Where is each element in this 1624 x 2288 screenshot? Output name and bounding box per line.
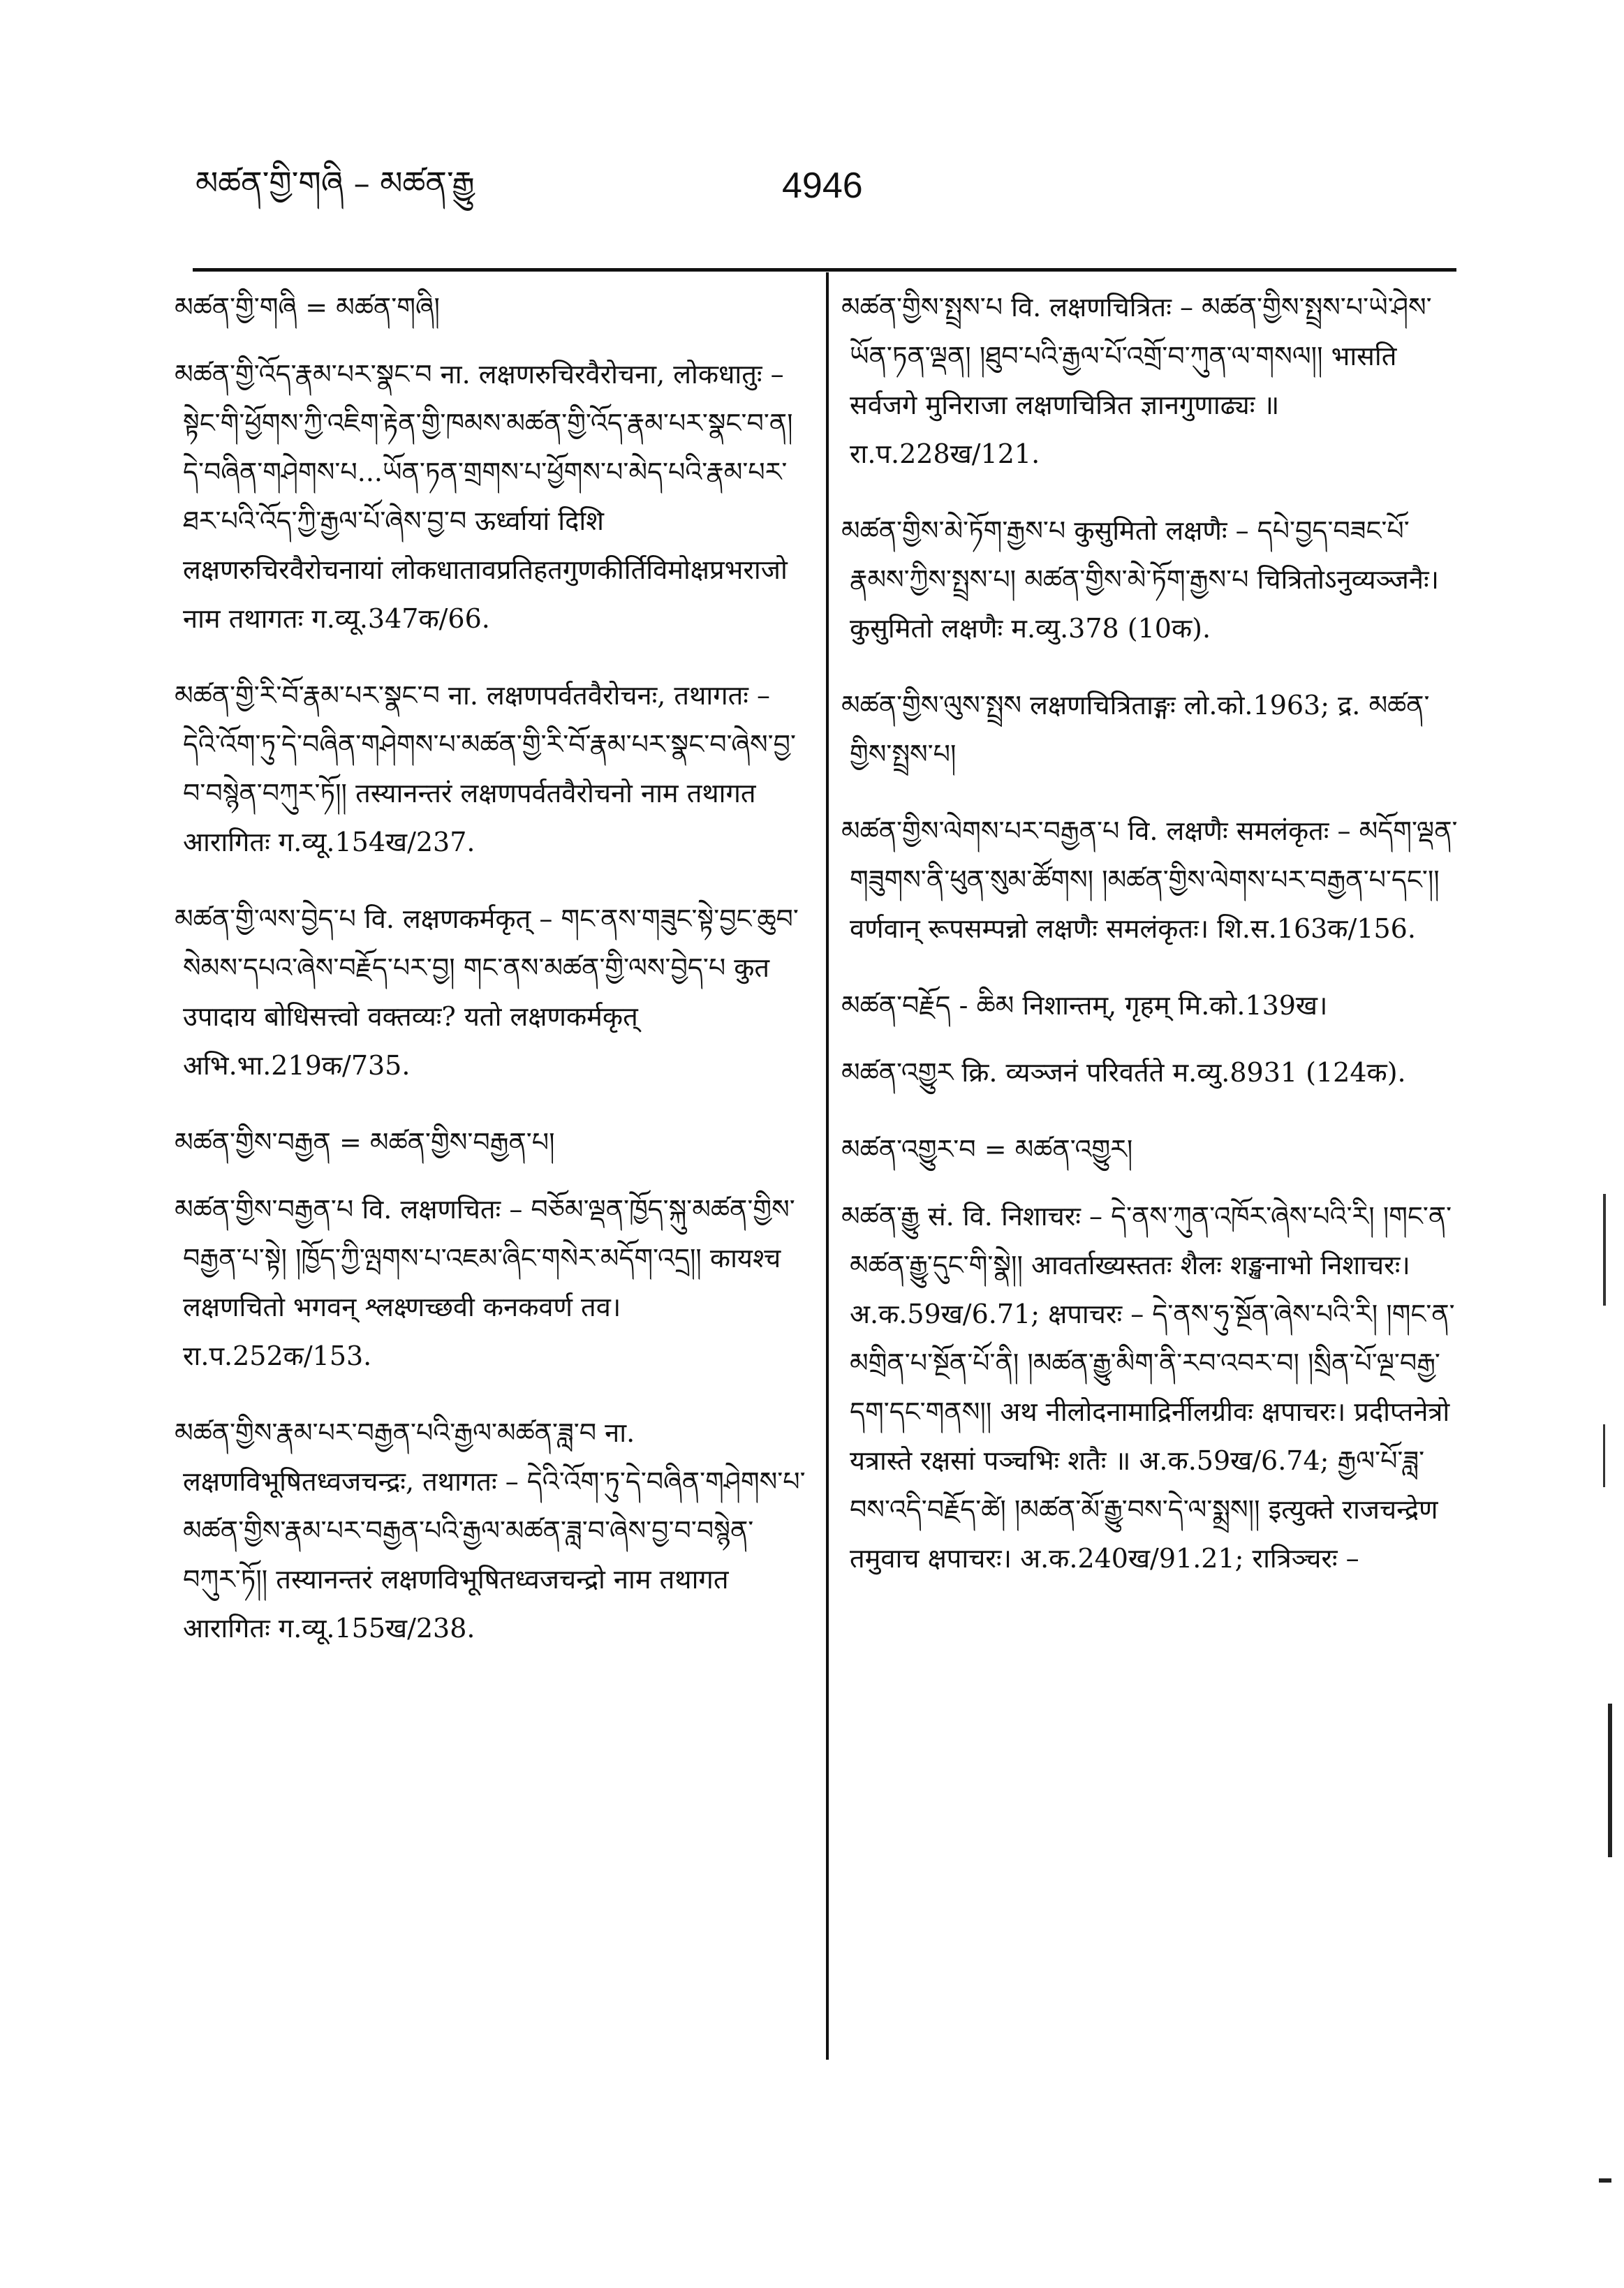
dictionary-entry: མཚན་གྱིས་ལུས་སྤྲས लक्षणचित्रिताङ्गः लो.को.1963; द्र. མཚན་གྱིས་སྤྲས་པ། — [841, 690, 1430, 769]
dictionary-entry: མཚན་གྱིས་རྣམ་པར་བརྒྱན་པའི་རྒྱལ་མཚན་ཟླ་བ ना. लक्षणविभूषितध्वजचन्द्रः, तथागतः – དེའི་འོག་ཏུ་དེ་བཞིན་གཤེགས་པ་མཚན་གྱིས་རྣམ་པར་བརྒྱན་པའི་རྒྱལ་མཚན་ཟླ་བ་ཞེས་བྱ་བ་བསྙེན་བཀུར་ཏོ།། तस्यानन्तरं लक्षणविभूषितध्वजचन्द्रो नाम तथागत आरागितः ग.व्यू.155ख/238. — [175, 1417, 806, 1644]
dictionary-entry: མཚན་གྱིས་བརྒྱན = མཚན་གྱིས་བརྒྱན་པ། — [175, 1127, 555, 1158]
scan-margin-mark — [1608, 1704, 1612, 1857]
page-number: 4946 — [782, 165, 863, 206]
left-column — [175, 283, 806, 1681]
dictionary-entry: མཚན་གྱི་ལས་བྱེད་པ वि. लक्षणकर्मकृत् – གང་ནས་གཟུང་སྟེ་བྱང་ཆུབ་སེམས་དཔའ་ཞེས་བརྗོད་པར་བྱ། གང་ནས་མཚན་གྱི་ལས་བྱེད་པ कुत उपादाय बोधिसत्त्वो वक्तव्यः? यतो लक्षणकर्मकृत् अभि.भा.219क/735. — [175, 903, 799, 1081]
header-rule — [193, 268, 1456, 272]
dictionary-entry: མཚན་འགྱུར क्रि. व्यञ्जनं परिवर्तते म.व्यु.8931 (124क). — [841, 1057, 1406, 1088]
running-head: མཚན་གྱི་གཞི – མཚན་རྒྱུ — [195, 164, 475, 202]
dictionary-entry: མཚན་རྒྱུ सं. वि. निशाचरः – དེ་ནས་ཀུན་འཁོར་ཞེས་པའི་རི། །གང་ན་མཚན་རྒྱུ་དུང་གི་སྣེ།། आवर्ताख्यस्ततः शैलः शङ्खनाभो निशाचरः। अ.क.59ख/6.71; क्षपाचरः – དེ་ནས་ཧུ་སྔོན་ཞེས་པའི་རི། །གང་ན་མགྲིན་པ་སྔོན་པོ་ནི། །མཚན་རྒྱུ་མིག་ནི་རབ་འབར་བ། །སྲིན་པོ་ལྔ་བརྒྱ་དག་དང་གནས།། अथ नीलोदनामाद्रिर्नीलग्रीवः क्षपाचरः। प्रदीप्तनेत्रो यत्रास्ते रक्षसां पञ्चभिः शतैः ॥ अ.क.59ख/6.74; རྒྱལ་པོ་ཟླ་བས་འདི་བརྗོད་ཚེ། །མཚན་མོ་རྒྱུ་བས་དེ་ལ་སྨྲས།། इत्युक्ते राजचन्द्रेण तमुवाच क्षपाचरः। अ.क.240ख/91.21; रात्रिञ्चरः – — [841, 1201, 1455, 1574]
dictionary-entry: མཚན་གྱིས་མེ་ཏོག་རྒྱས་པ कुसुमितो लक्षणैः – དཔེ་བྱད་བཟང་པོ་རྣམས་ཀྱིས་སྤྲས་པ། མཚན་གྱིས་མེ་ཏོག་རྒྱས་པ चित्रितोऽनुव्यञ्जनैः। कुसुमितो लक्षणैः म.व्यु.378 (10क). — [841, 515, 1440, 644]
scan-margin-mark — [1603, 1424, 1605, 1487]
scan-margin-mark — [1603, 1194, 1606, 1306]
dictionary-entry: མཚན་གྱིས་བརྒྱན་པ वि. लक्षणचितः – བཅོམ་ལྡན་ཁྱོད་སྐུ་མཚན་གྱིས་བརྒྱན་པ་སྟེ། །ཁྱོད་ཀྱི་ལྤགས་པ་འཇམ་ཞིང་གསེར་མདོག་འདྲ།། कायश्च लक्षणचितो भगवन् श्लक्ष्णच्छवी कनकवर्ण तव। रा.प.252क/153. — [175, 1194, 795, 1371]
dictionary-entry: མཚན་གྱི་གཞི = མཚན་གཞི། — [175, 292, 440, 323]
dictionary-entry: མཚན་བརྗོད - ཆིམ निशान्तम्, गृहम् मि.को.139ख। — [841, 990, 1328, 1021]
dictionary-entry: མཚན་འགྱུར་བ = མཚན་འགྱུར། — [841, 1134, 1133, 1165]
scan-margin-mark — [1599, 2178, 1611, 2183]
column-divider — [826, 272, 829, 2060]
dictionary-entry: མཚན་གྱིས་ལེགས་པར་བརྒྱན་པ वि. लक्षणैः समलंकृतः – མདོག་ལྡན་གཟུགས་ནི་ཕུན་སུམ་ཚོགས། །མཚན་གྱིས་ལེགས་པར་བརྒྱན་པ་དང་།། वर्णवान् रूपसम्पन्नो लक्षणैः समलंकृतः। शि.स.163क/156. — [841, 815, 1458, 944]
dictionary-entry: མཚན་གྱི་འོད་རྣམ་པར་སྣང་བ ना. लक्षणरुचिरवैरोचना, लोकधातुः – སྟེང་གི་ཕྱོགས་ཀྱི་འཇིག་རྟེན་གྱི་ཁམས་མཚན་གྱི་འོད་རྣམ་པར་སྣང་བ་ན། དེ་བཞིན་གཤེགས་པ...ཡོན་ཏན་གྲགས་པ་ཕྱོགས་པ་མེད་པའི་རྣམ་པར་ཐར་པའི་འོད་ཀྱི་རྒྱལ་པོ་ཞེས་བྱ་བ ऊर्ध्वायां दिशि लक्षणरुचिरवैरोचनायां लोकधातावप्रतिहतगुणकीर्तिविमोक्षप्रभराजो नाम तथागतः ग.व्यू.347क/66. — [175, 359, 793, 634]
right-column — [841, 283, 1463, 1611]
dictionary-entry: མཚན་གྱི་རི་བོ་རྣམ་པར་སྣང་བ ना. लक्षणपर्वतवैरोचनः, तथागतः – དེའི་འོག་ཏུ་དེ་བཞིན་གཤེགས་པ་མཚན་གྱི་རི་བོ་རྣམ་པར་སྣང་བ་ཞེས་བྱ་བ་བསྙེན་བཀུར་ཏོ།། तस्यानन्तरं लक्षणपर्वतवैरोचनो नाम तथागत आरागितः ग.व्यू.154ख/237. — [175, 680, 796, 857]
dictionary-entry: མཚན་གྱིས་སྤྲས་པ वि. लक्षणचित्रितः – མཚན་གྱིས་སྤྲས་པ་ཡེ་ཤེས་ཡོན་ཏན་ལྡན། །ཐུབ་པའི་རྒྱལ་པོ་འགྲོ་བ་ཀུན་ལ་གསལ།། भासति सर्वजगे मुनिराजा लक्षणचित्रित ज्ञानगुणाढ्यः ॥ रा.प.228ख/121. — [841, 292, 1432, 469]
